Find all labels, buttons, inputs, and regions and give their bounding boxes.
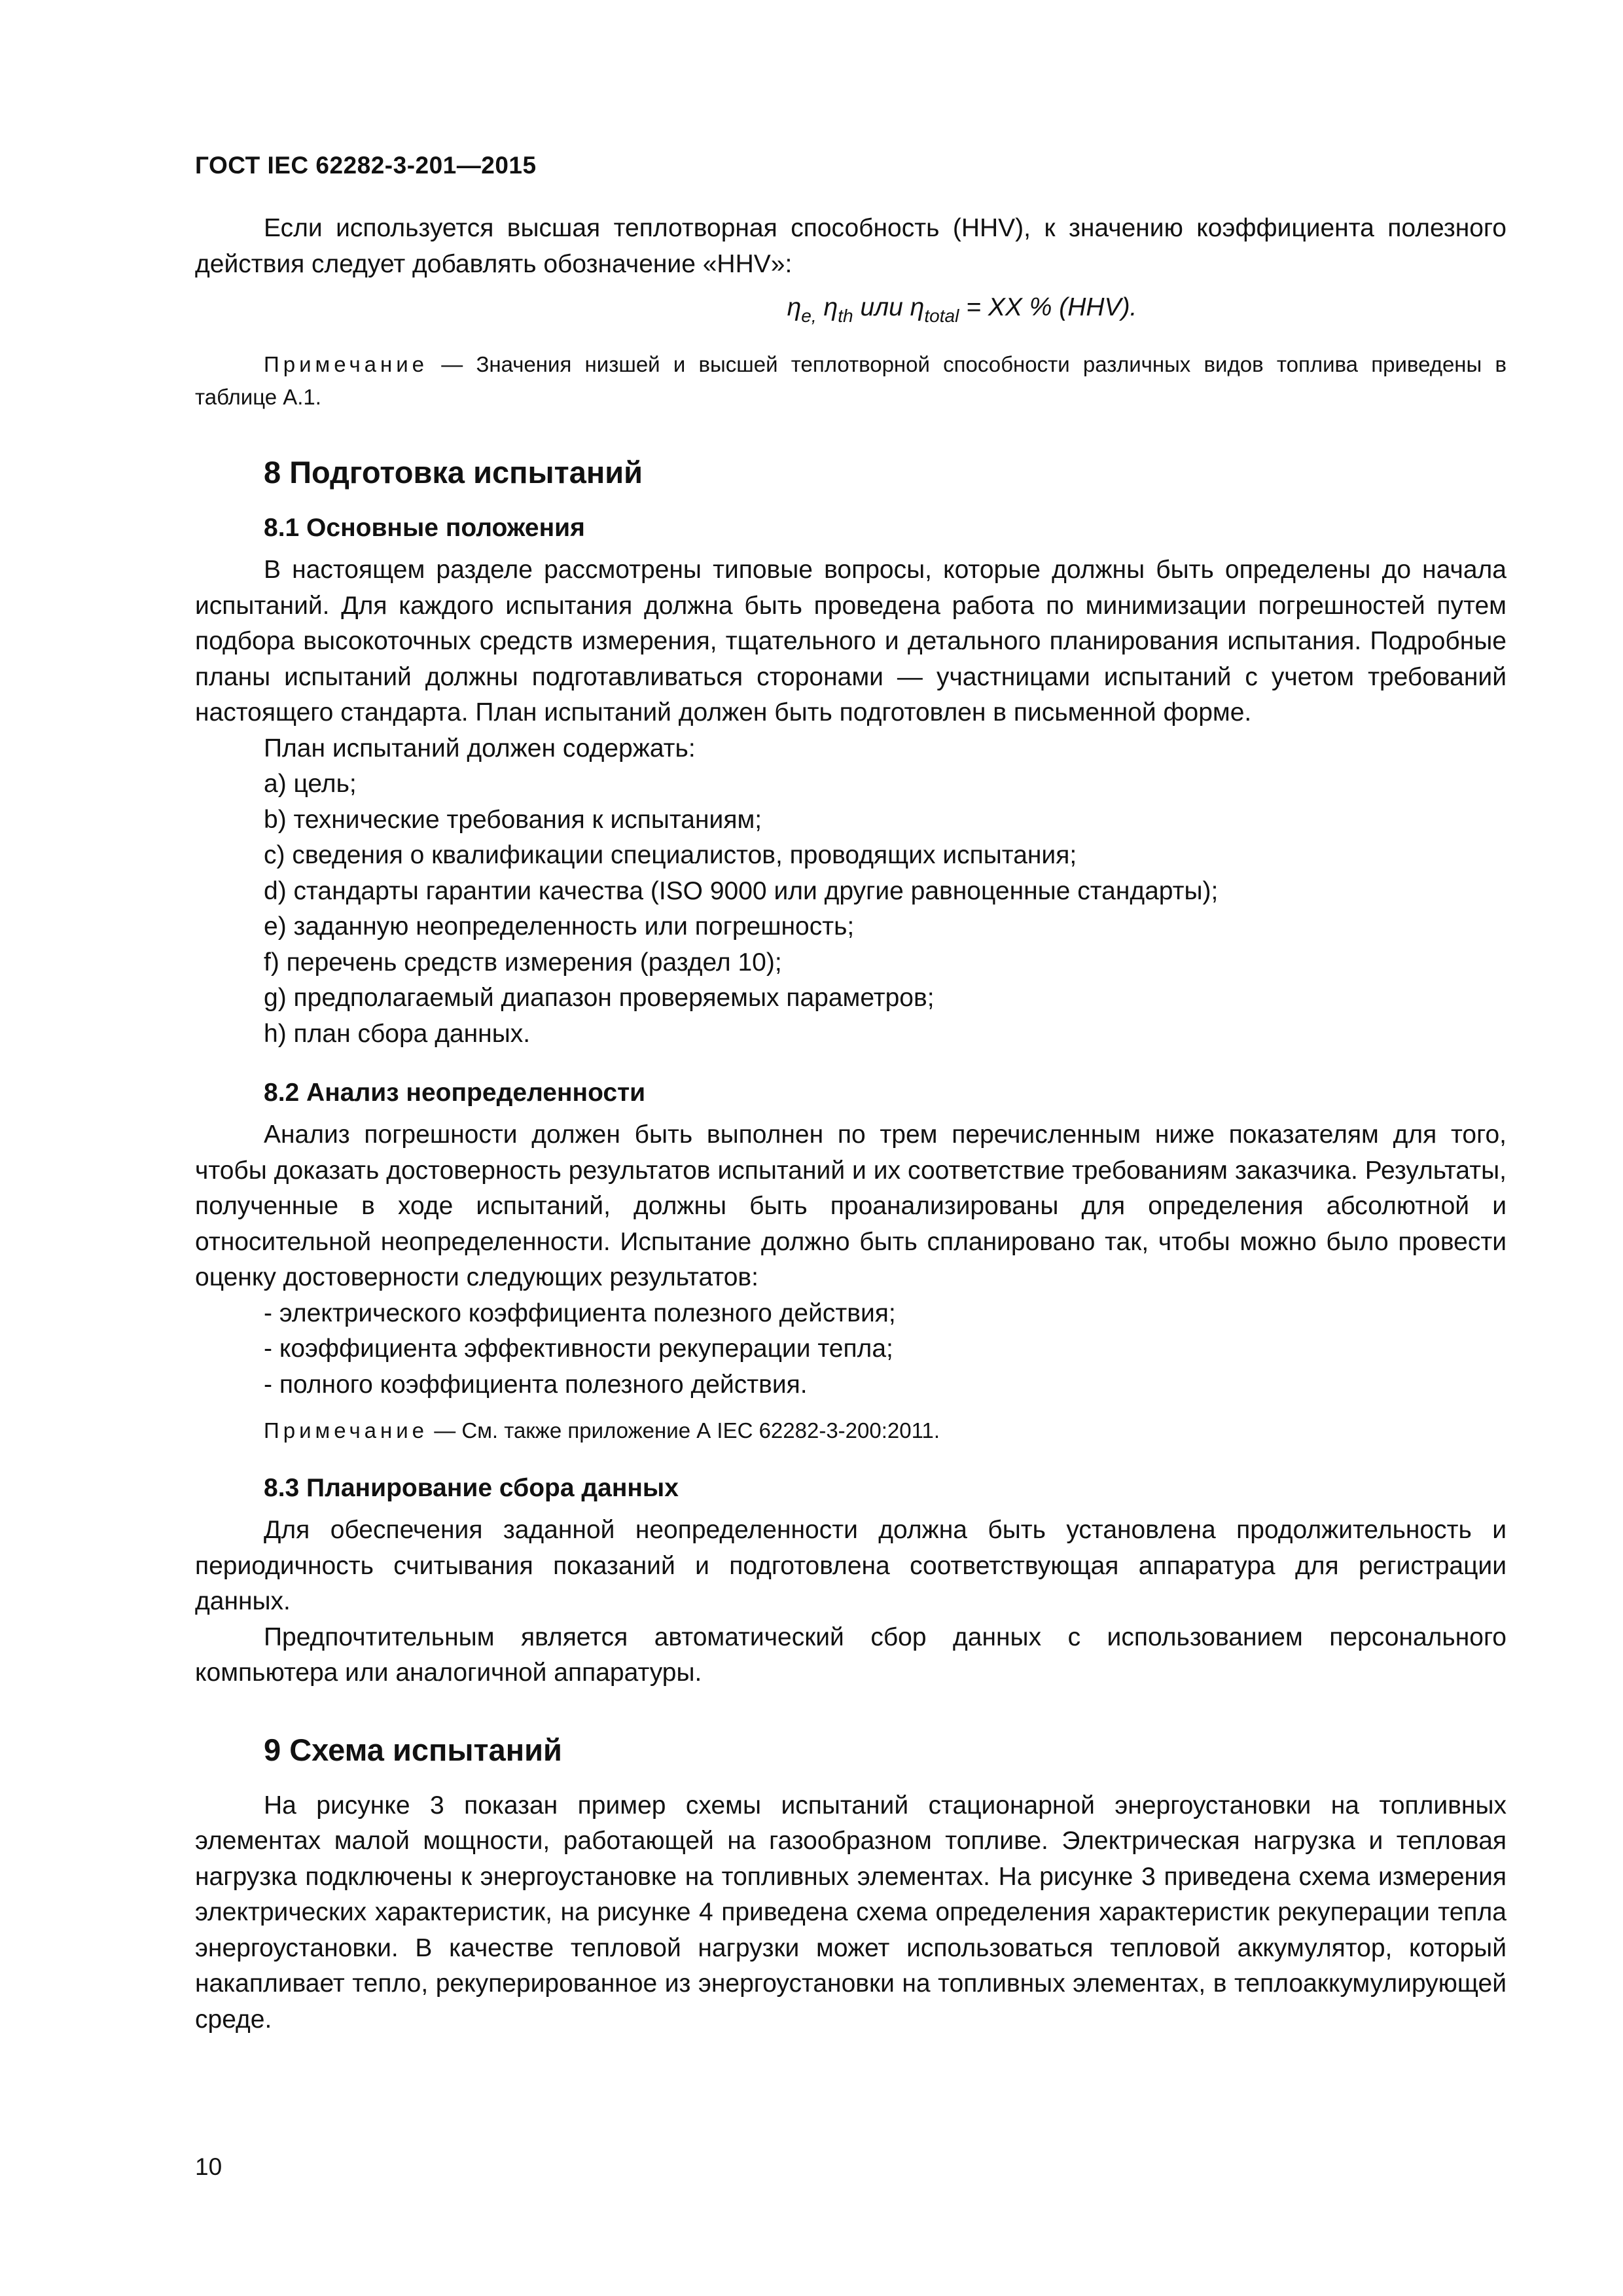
section-8-2-title: 8.2 Анализ неопределенности [264,1079,646,1107]
formula-eta-e: η [787,293,802,321]
section-8-3-paragraph-2: Предпочтительным является автоматический сбор данных с использованием персонального компьютера или аналогичной аппаратуры. [195,1623,1507,1687]
note-label: Примечание [264,1418,429,1443]
list-item: f) перечень средств измерения (раздел 10); [264,948,782,977]
document-body [195,211,1507,2037]
list-item: h) план сбора данных. [264,1019,531,1048]
list-item: d) стандарты гарантии качества (ISO 9000 или другие равноценные стандарты); [264,876,1219,905]
section-8-2-paragraph: Анализ погрешности должен быть выполнен по трем перечисленным ниже показателям для того, чтобы доказать достоверность результатов испытаний и их соответствие требованиям заказчика. Результаты, полученные в ходе испытаний, должны быть проанализированы для определения абсолютной и относительной неопределенности. Испытание должно быть спланировано так, чтобы можно было провести оценку достоверности следующих результатов: [195,1121,1507,1292]
note-text: — См. также приложение А IEC 62282-3-200:2011. [434,1418,940,1443]
list-item: g) предполагаемый диапазон проверяемых параметров; [264,984,935,1013]
note-label: Примечание [264,352,429,377]
list-item: - коэффициента эффективности рекуперации тепла; [264,1335,893,1363]
list-item: - электрического коэффициента полезного действия; [264,1299,896,1327]
section-8-3-paragraph-1: Для обеспечения заданной неопределенности должна быть установлена продолжительность и периодичность считывания показаний и подготовлена соответствующая аппаратура для регистрации данных. [195,1516,1507,1616]
note-iec [195,1414,1507,1447]
section-9-title: 9 Схема испытаний [264,1732,562,1767]
note-text: — Значения низшей и высшей теплотворной способности различных видов топлива приведены в таблице А.1. [195,352,1507,410]
efficiency-formula [195,290,1507,334]
list-item: a) цель; [264,770,357,798]
list-item: b) технические требования к испытаниям; [264,805,762,834]
formula-rest: = XX % (HHV). [966,293,1137,321]
formula-sub-total: total [924,305,959,326]
section-8-title: 8 Подготовка испытаний [264,455,643,490]
section-8-1-paragraph: В настоящем разделе рассмотрены типовые вопросы, которые должны быть определены до начала испытаний. Для каждого испытания должна быть проведена работа по минимизации погрешностей путем подбора высокоточных средств измерения, тщательного и детального планирования испытания. Подробные планы испытаний должны подготавливаться сторонами — участницами испытаний с учетом требований настоящего стандарта. План испытаний должен быть подготовлен в письменной форме. [195,556,1507,727]
page-number: 10 [195,2153,223,2180]
section-9-paragraph: На рисунке 3 показан пример схемы испытаний стационарной энергоустановки на топливных элементах малой мощности, работающей на газообразном топливе. Электрическая нагрузка и тепловая нагрузка подключены к энергоустановке на топливных элементах. На рисунке 3 приведена схема измерения электрических характеристик, на рисунке 4 приведена схема определения характеристик рекуперации тепла энергоустановки. В качестве тепловой нагрузки может использоваться тепловой аккумулятор, который накапливает тепло, рекуперированное из энергоустановки на топливных элементах, в теплоаккумулирующей среде. [195,1791,1507,2034]
note-hhv [195,348,1507,414]
document-page [195,0,1507,2296]
formula-sub-th: th [838,305,853,326]
section-8-1-list-intro: План испытаний должен содержать: [264,734,696,762]
formula-or: или [860,293,903,321]
formula-eta-th: η [823,293,838,321]
section-8-3-title: 8.3 Планирование сбора данных [264,1474,679,1503]
section-8-1-title: 8.1 Основные положения [264,514,585,543]
document-header: ГОСТ IEC 62282-3-201—2015 [195,152,537,179]
formula-eta-total: η [910,293,925,321]
list-item: c) сведения о квалификации специалистов, проводящих испытания; [264,841,1077,870]
list-item: - полного коэффициента полезного действия. [264,1370,808,1399]
intro-paragraph: Если используется высшая теплотворная способность (HHV), к значению коэффициента полезного действия следует добавлять обозначение «HHV»: [195,214,1507,278]
formula-sub-e: e, [801,305,817,326]
list-item: e) заданную неопределенность или погрешность; [264,912,855,941]
